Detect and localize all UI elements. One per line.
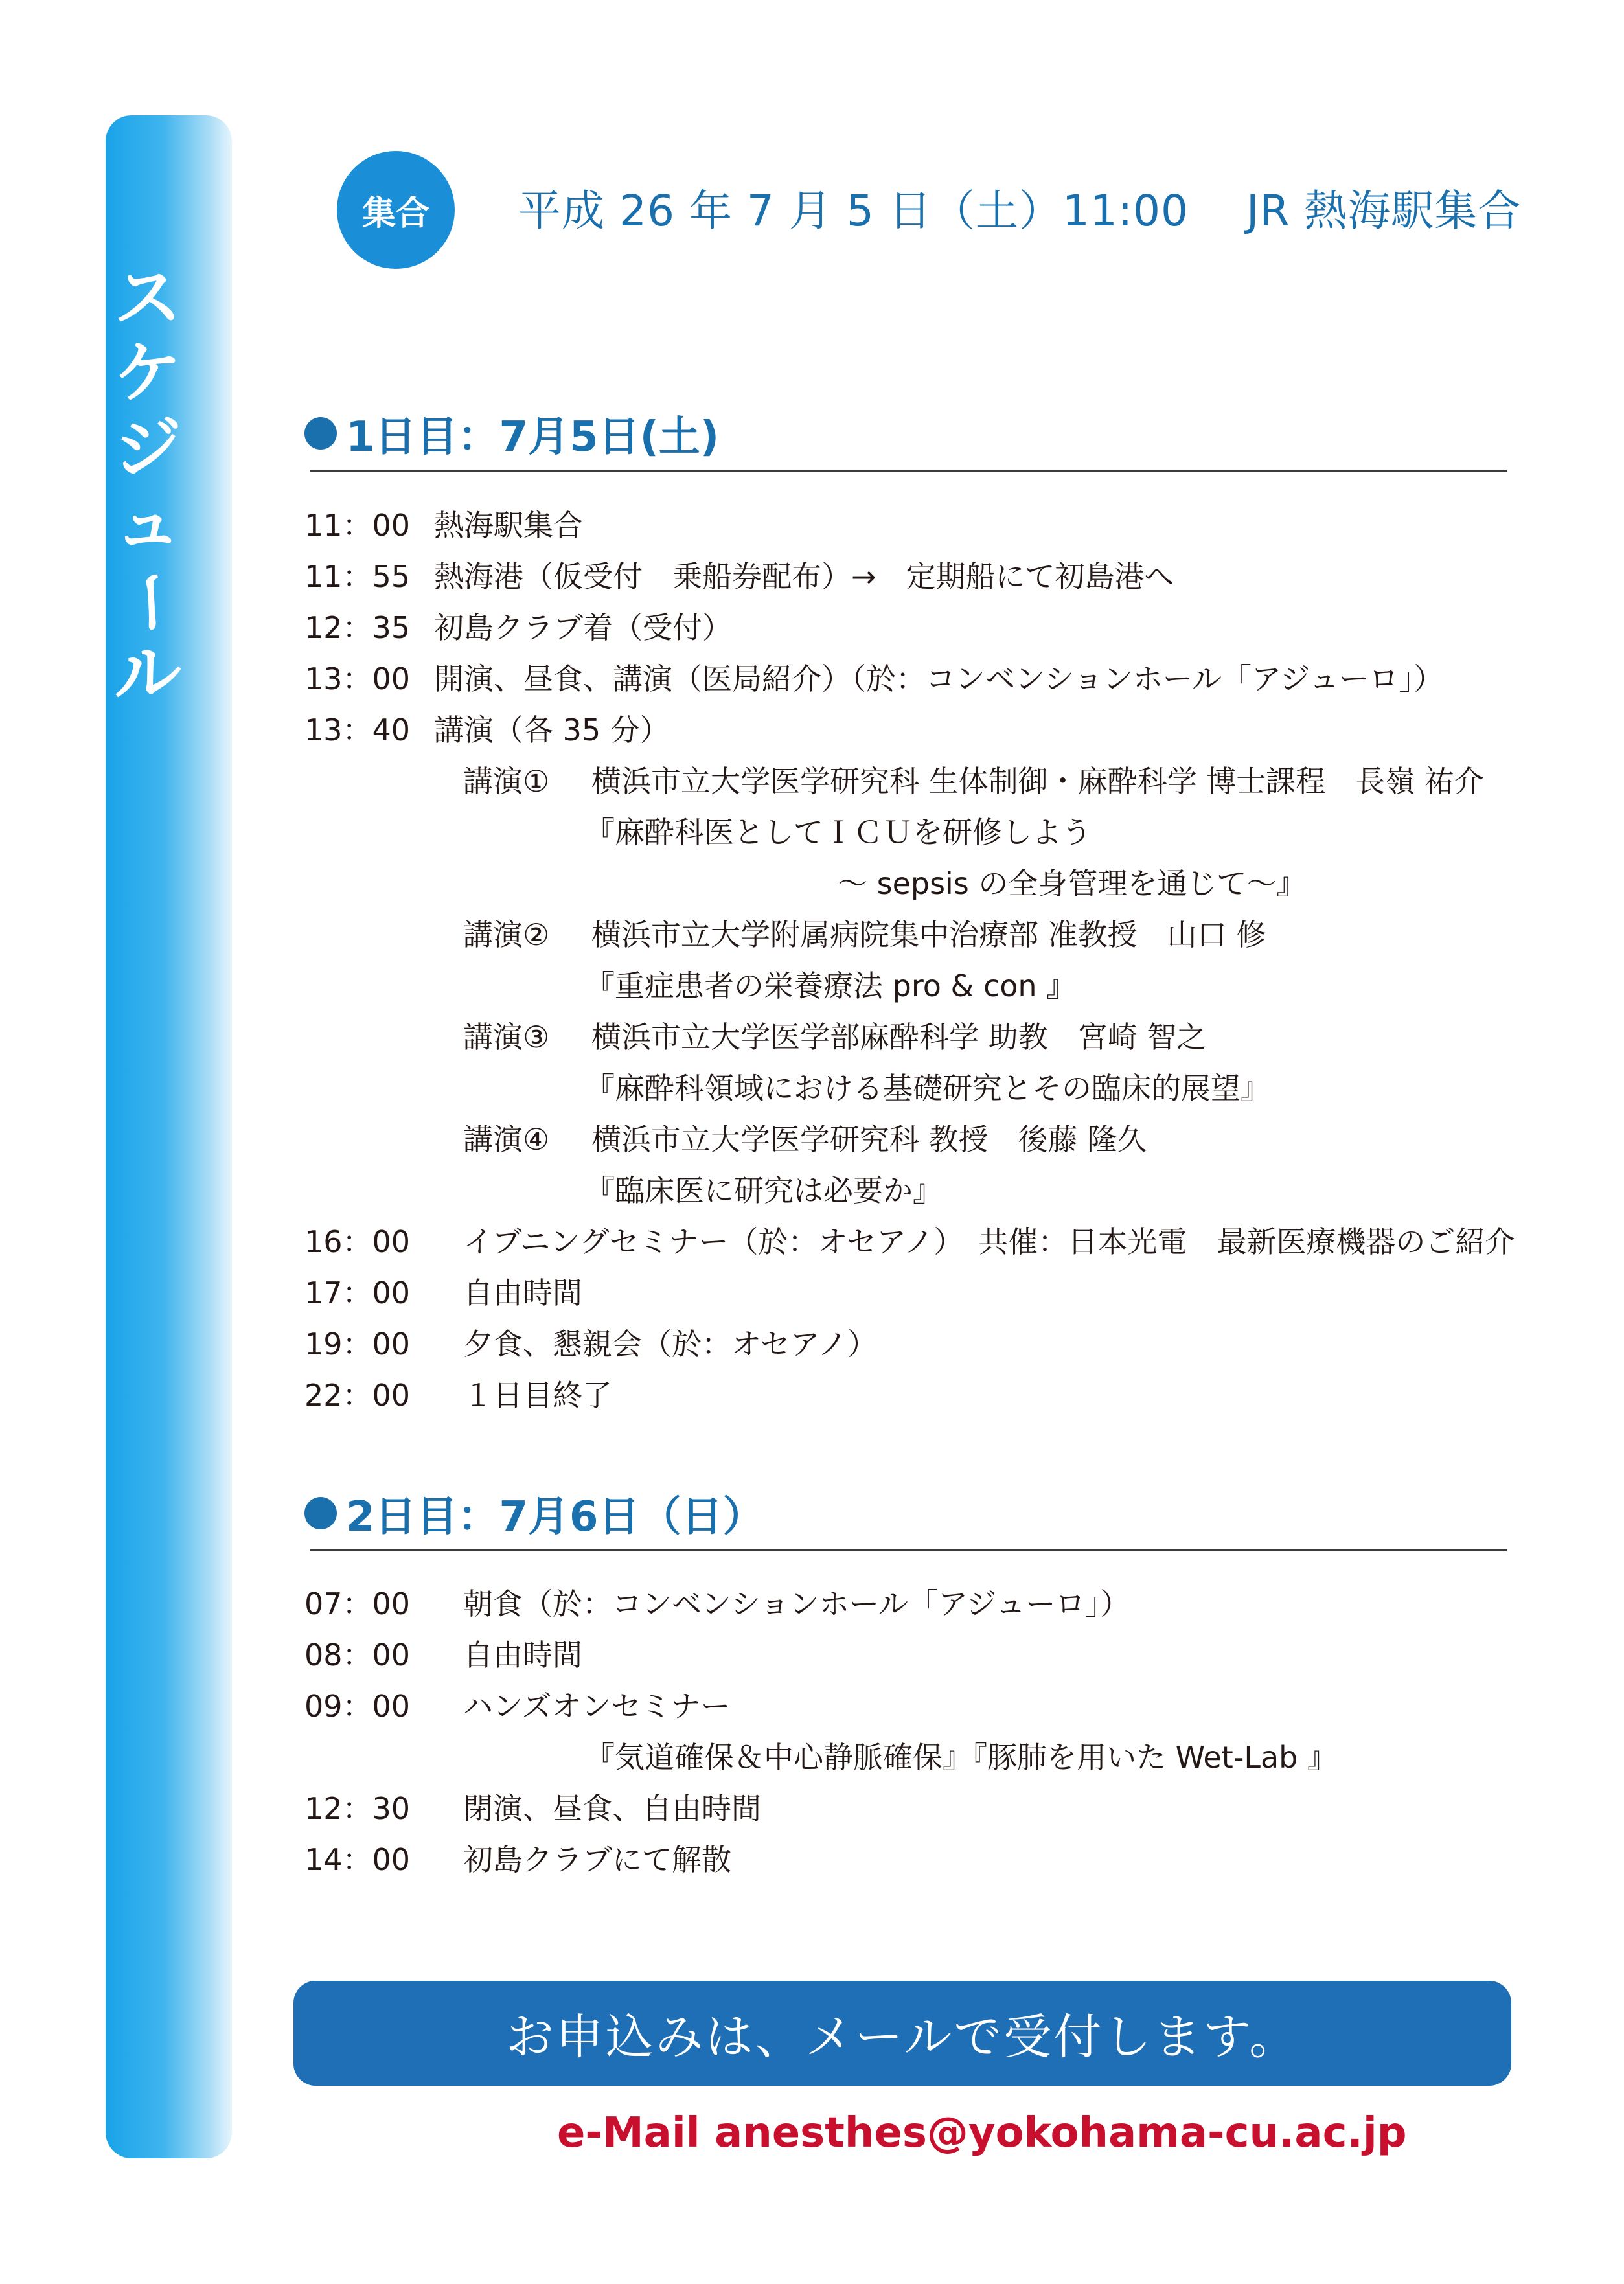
sidebar-title-char: ュ <box>113 484 181 563</box>
schedule-time: 09：00 <box>304 1689 411 1724</box>
lecture-title: 『麻酔科医としてＩＣＵを研修しよう <box>585 815 1092 850</box>
schedule-item: 閉演、昼食、自由時間 <box>463 1791 761 1826</box>
day1-divider <box>310 470 1507 472</box>
schedule-time: 08：00 <box>304 1638 411 1673</box>
contact-email[interactable]: e-Mail anesthes@yokohama-cu.ac.jp <box>557 2109 1407 2157</box>
lecture-label: 講演④ <box>463 1122 550 1157</box>
lecture-label: 講演③ <box>463 1020 550 1055</box>
schedule-time: 22：00 <box>304 1378 411 1413</box>
schedule-time: 13：00 <box>304 661 411 696</box>
meeting-info: 平成 26 年 7 月 5 日（土）11:00 JR 熱海駅集合 <box>518 186 1522 236</box>
lecture-speaker: 横浜市立大学附属病院集中治療部 准教授 山口 修 <box>591 917 1266 952</box>
day2-heading-text: 2日目：7月6日（日） <box>346 1493 764 1541</box>
day1-heading <box>304 404 719 463</box>
schedule-time: 12：35 <box>304 610 411 645</box>
day2-heading <box>304 1483 764 1543</box>
schedule-time: 14：00 <box>304 1842 411 1877</box>
schedule-item: 自由時間 <box>463 1275 582 1310</box>
sidebar-title-char: ケ <box>113 334 181 413</box>
lecture-title: 『麻酔科領域における基礎研究とその臨床的展望』 <box>585 1071 1270 1106</box>
schedule-item: 初島クラブにて解散 <box>463 1842 731 1877</box>
schedule-item: 朝食（於：コンベンションホール「アジューロ」） <box>463 1586 1130 1621</box>
lecture-label: 講演② <box>463 917 550 952</box>
bullet-dot-icon <box>304 417 337 450</box>
schedule-item: ハンズオンセミナー <box>463 1689 731 1724</box>
schedule-item: １日目終了 <box>463 1378 612 1413</box>
schedule-time: 12：30 <box>304 1791 411 1826</box>
meeting-badge: 集合 <box>337 151 455 269</box>
schedule-item: 熱海港（仮受付 乗船券配布）→ 定期船にて初島港へ <box>434 559 1174 594</box>
schedule-time: 07：00 <box>304 1586 411 1621</box>
schedule-item: 講演（各 35 分） <box>434 713 670 748</box>
sidebar-title-char: ジ <box>113 409 181 488</box>
lecture-subtitle: 〜 sepsis の全身管理を通じて〜』 <box>838 866 1307 901</box>
day2-divider <box>310 1549 1507 1551</box>
lecture-speaker: 横浜市立大学医学部麻酔科学 助教 宮崎 智之 <box>591 1020 1207 1055</box>
sidebar <box>106 115 232 2158</box>
day1-heading-text: 1日目：7月5日(土) <box>346 413 720 461</box>
schedule-item: 夕食、懇親会（於：オセアノ） <box>463 1327 877 1362</box>
application-notice: お申込みは、メールで受付します。 <box>505 2009 1299 2065</box>
lecture-title: 『重症患者の栄養療法 pro & con 』 <box>585 968 1077 1003</box>
lecture-speaker: 横浜市立大学医学研究科 生体制御・麻酔科学 博士課程 長嶺 祐介 <box>591 764 1484 799</box>
sidebar-title-char: ル <box>113 634 181 713</box>
schedule-time: 13：40 <box>304 713 411 748</box>
schedule-item: 熱海駅集合 <box>434 508 583 543</box>
sidebar-title-char: ス <box>113 258 181 337</box>
schedule-time: 17：00 <box>304 1275 411 1310</box>
schedule-item: イブニングセミナー（於：オセアノ） 共催：日本光電 最新医療機器のご紹介 <box>463 1224 1515 1259</box>
schedule-item: 自由時間 <box>463 1638 582 1673</box>
lecture-label: 講演① <box>463 764 550 799</box>
lecture-speaker: 横浜市立大学医学研究科 教授 後藤 隆久 <box>591 1122 1147 1157</box>
bullet-dot-icon <box>304 1497 337 1529</box>
schedule-time: 11：55 <box>304 559 411 594</box>
schedule-time: 16：00 <box>304 1224 411 1259</box>
schedule-time: 19：00 <box>304 1327 411 1362</box>
schedule-item: 初島クラブ着（受付） <box>434 610 732 645</box>
schedule-time: 11：00 <box>304 508 411 543</box>
lecture-title: 『臨床医に研究は必要か』 <box>585 1173 943 1208</box>
sidebar-title <box>106 258 191 715</box>
application-banner <box>293 1981 1511 2086</box>
schedule-item-detail: 『気道確保＆中心静脈確保』『豚肺を用いた Wet-Lab 』 <box>585 1740 1337 1775</box>
sidebar-title-char: ー <box>111 568 191 637</box>
schedule-item: 開演、昼食、講演（医局紹介）（於：コンベンションホール「アジューロ」） <box>434 661 1444 696</box>
